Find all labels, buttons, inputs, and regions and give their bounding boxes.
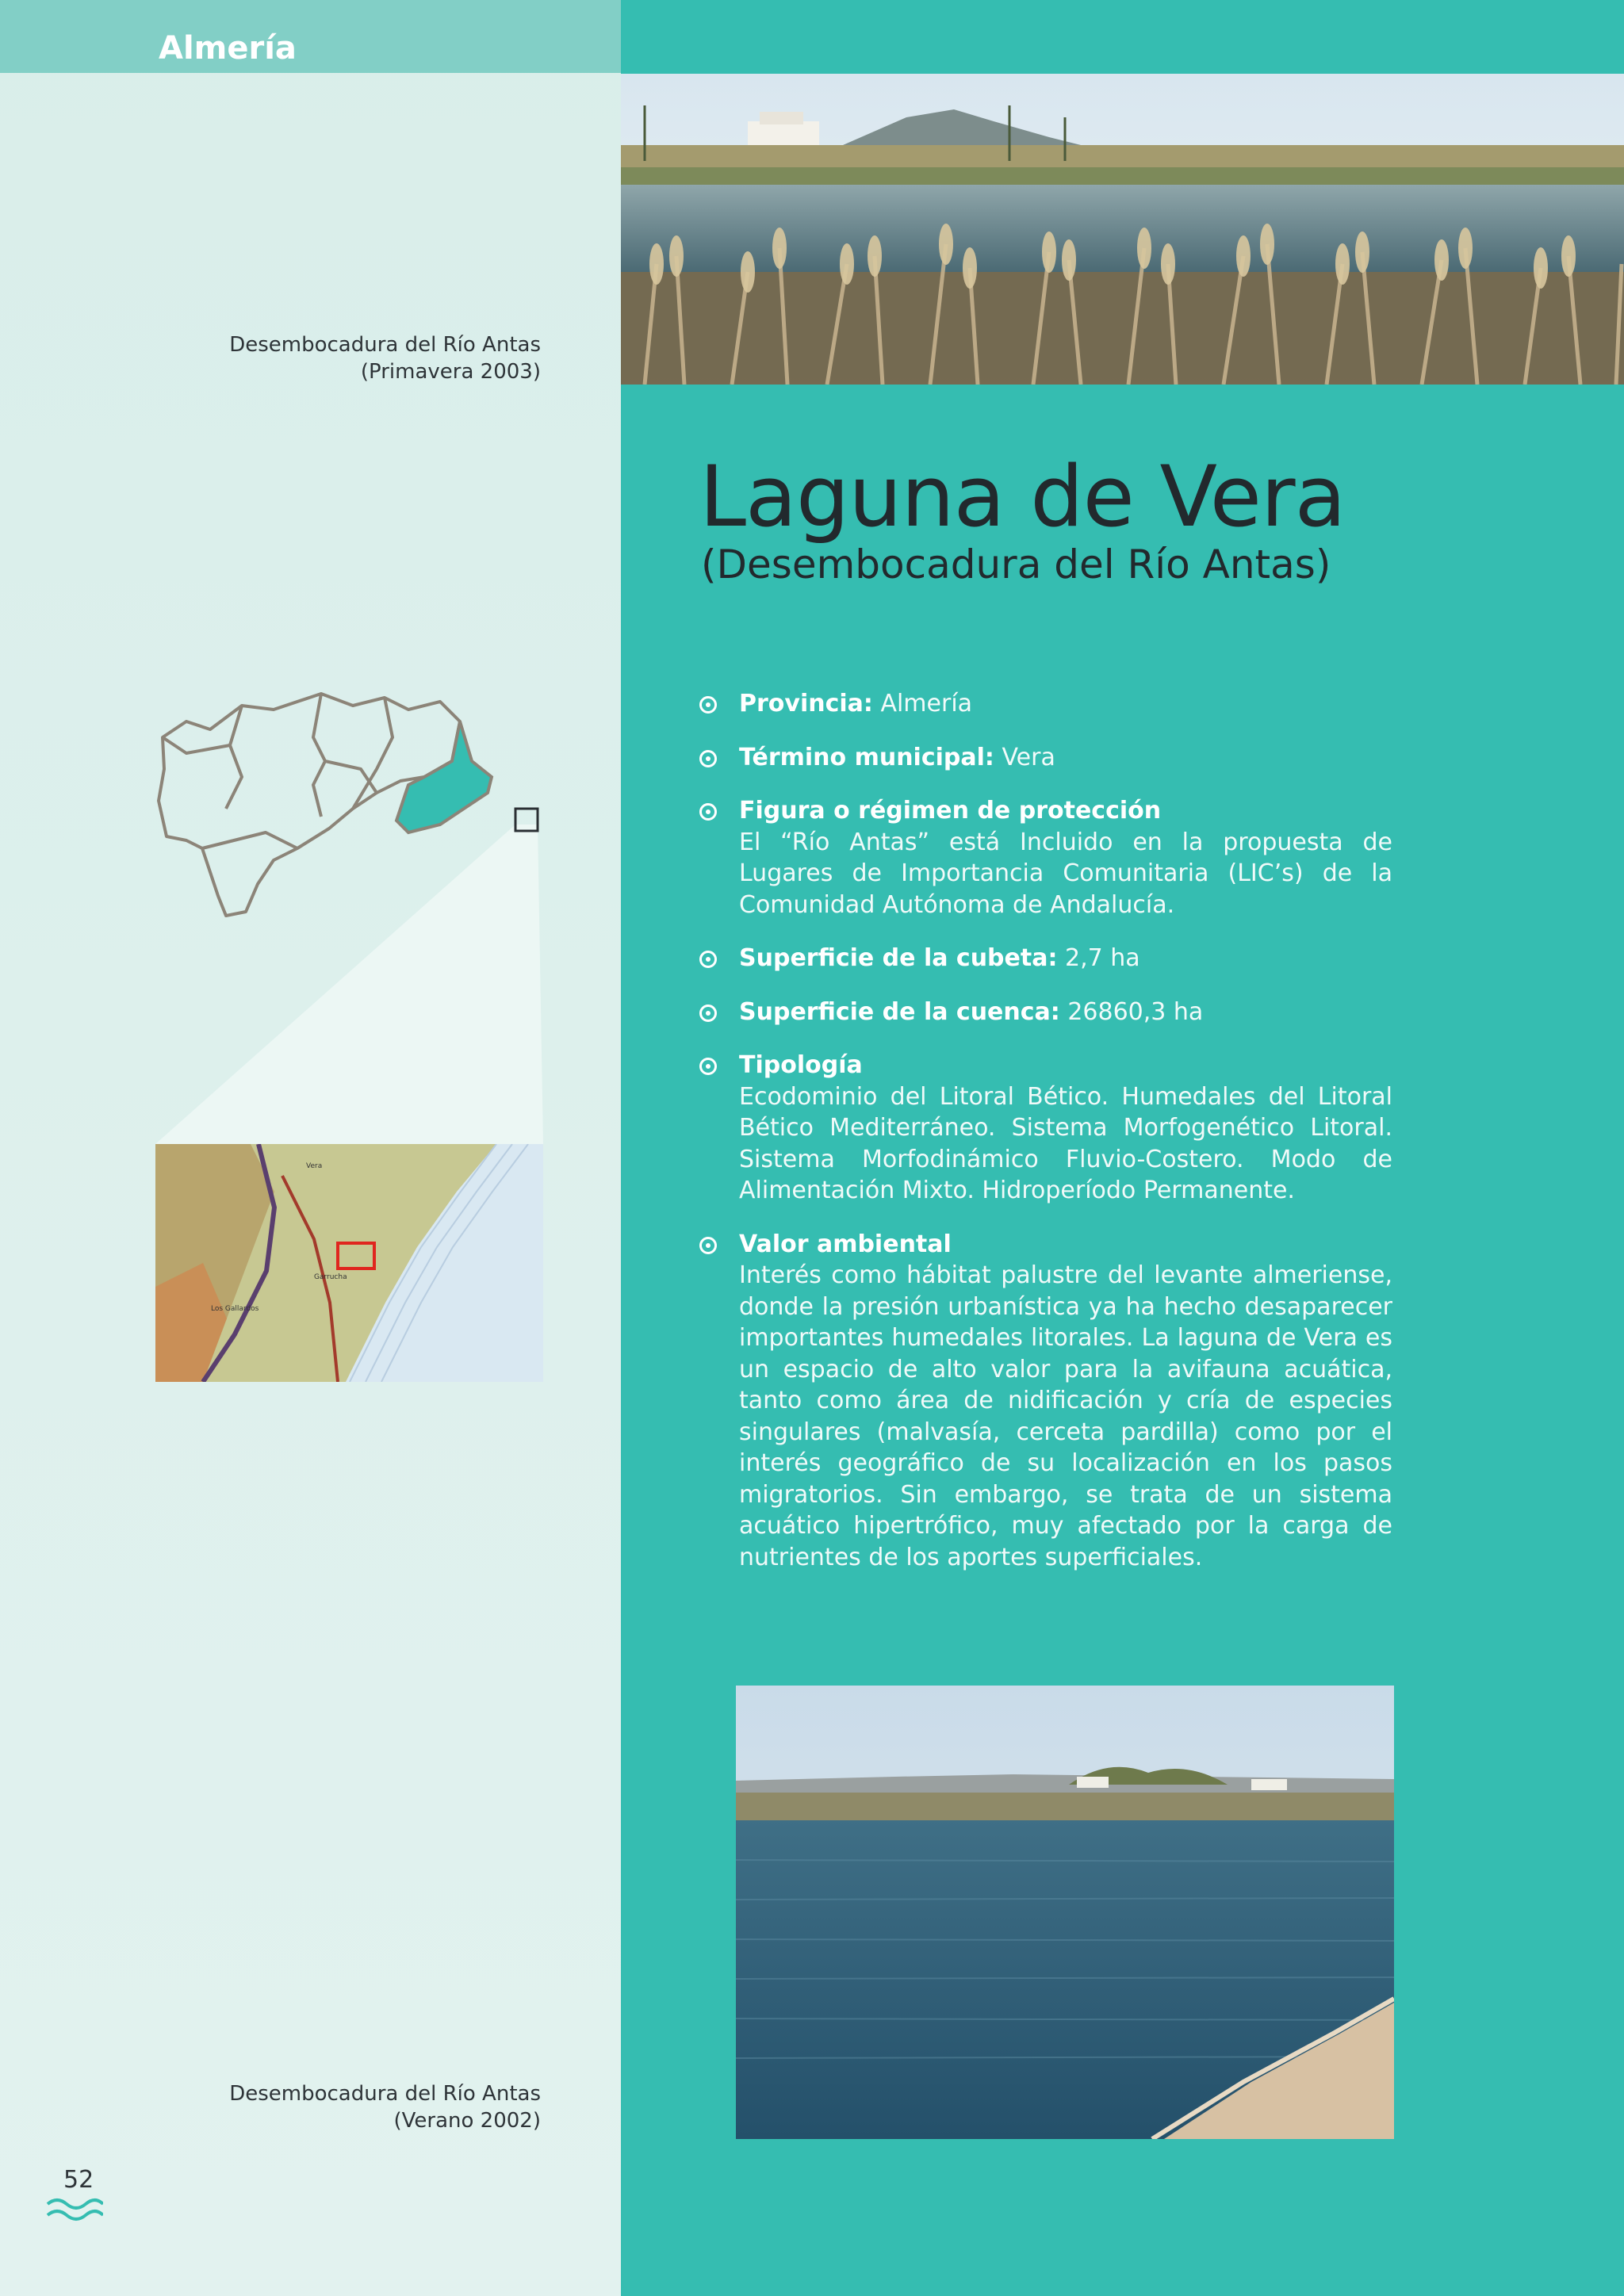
bullet-icon [699, 750, 717, 767]
caption-top-line1: Desembocadura del Río Antas [229, 333, 541, 357]
svg-text:Garrucha: Garrucha [314, 1273, 347, 1281]
cubeta-label: Superficie de la cubeta: [739, 944, 1058, 972]
figura-label: Figura o régimen de protección [739, 797, 1162, 825]
caption-bottom [229, 2080, 541, 2134]
info-tipologia [699, 1050, 1392, 1207]
bullet-icon [699, 696, 717, 714]
page-number: 52 [63, 2166, 94, 2194]
info-cuenca [699, 997, 1392, 1028]
termino-value: Vera [1002, 743, 1055, 771]
tipologia-text: Ecodominio del Litoral Bético. Humedales del Litoral Bético Mediterráneo. Sistema Morfogenético Litoral. Sistema Morfodinámico Fluvio-Costero. Modo de Alimentación Mixto. Hidroperíodo Permanente. [739, 1082, 1392, 1204]
info-provincia [699, 688, 1392, 720]
andalucia-map [155, 690, 551, 928]
bullet-icon [699, 1237, 717, 1254]
valor-label: Valor ambiental [739, 1230, 952, 1258]
caption-bottom-line2: (Verano 2002) [393, 2109, 541, 2133]
photo-spring-2003 [621, 74, 1624, 385]
caption-bottom-line1: Desembocadura del Río Antas [229, 2082, 541, 2106]
bullet-icon [699, 1004, 717, 1022]
bullet-icon [699, 803, 717, 821]
info-valor [699, 1229, 1392, 1574]
photo-summer-2002 [736, 1686, 1394, 2139]
section-header [0, 0, 621, 73]
location-road-map [155, 1144, 543, 1382]
section-title: Almería [159, 30, 297, 67]
info-cubeta [699, 943, 1392, 974]
caption-top-line2: (Primavera 2003) [360, 360, 541, 384]
wave-icon [46, 2196, 103, 2225]
svg-text:Los Gallardos: Los Gallardos [211, 1305, 259, 1313]
bullet-icon [699, 951, 717, 968]
info-termino [699, 742, 1392, 774]
caption-top [229, 331, 541, 385]
valor-text: Interés como hábitat palustre del levante almeriense, donde la presión urbanística ya ha hecho desaparecer importantes humedales litorales. La laguna de Vera es un espacio de alto valor para la avifauna acuática, tanto como área de nidificación y cría de especies singulares (malvasía, cerceta pardilla) como por el interés geográfico de su localización en los pasos migratorios. Sin embargo, se trata de un sistema acuático hipertrófico, muy afectado por la carga de nutrientes de los aportes superficiales. [739, 1261, 1392, 1571]
cuenca-value: 26860,3 ha [1067, 997, 1204, 1026]
svg-text:Vera: Vera [306, 1162, 323, 1170]
tipologia-label: Tipología [739, 1051, 863, 1079]
figura-text: El “Río Antas” está Incluido en la propuesta de Lugares de Importancia Comunitaria (LIC’s) de la Comunidad Autónoma de Andalucía. [739, 828, 1392, 919]
info-figura [699, 795, 1392, 920]
bullet-icon [699, 1058, 717, 1075]
cubeta-value: 2,7 ha [1065, 944, 1140, 972]
info-list [699, 688, 1392, 1595]
termino-label: Término municipal: [739, 743, 994, 771]
page-title: Laguna de Vera [699, 448, 1346, 545]
cuenca-label: Superficie de la cuenca: [739, 997, 1060, 1026]
page-subtitle: (Desembocadura del Río Antas) [701, 541, 1331, 587]
provincia-value: Almería [880, 690, 973, 718]
provincia-label: Provincia: [739, 690, 873, 718]
